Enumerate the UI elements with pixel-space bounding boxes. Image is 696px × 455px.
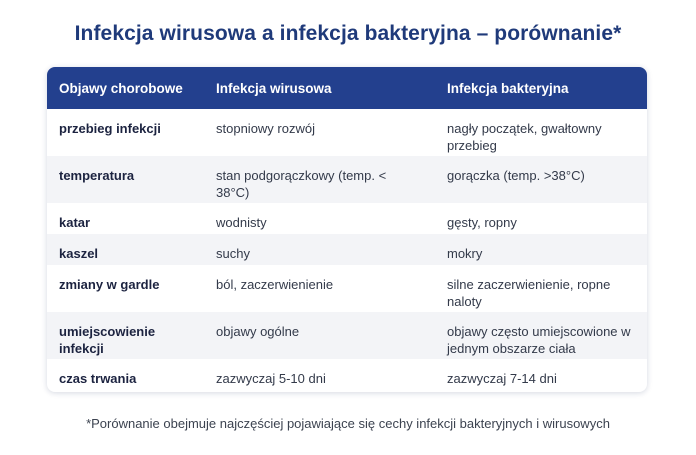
comparison-table-card — [47, 67, 647, 392]
bacterial-cell: mokry — [433, 234, 647, 265]
table-body — [47, 109, 647, 392]
footnote: *Porównanie obejmuje najczęściej pojawiające się cechy infekcji bakteryjnych i wirusowych — [86, 416, 610, 431]
bacterial-cell: silne zaczerwienienie, ropne naloty — [447, 277, 611, 309]
viral-cell: stopniowy rozwój — [216, 121, 315, 136]
table-row — [47, 109, 647, 156]
table-row — [47, 156, 647, 203]
table-row — [47, 359, 647, 392]
table-row — [47, 265, 647, 312]
bacterial-cell: nagły początek, gwałtowny przebieg — [447, 121, 602, 153]
symptom-cell: czas trwania — [59, 371, 137, 386]
bacterial-cell: gorączka (temp. >38°C) — [433, 156, 647, 203]
symptom-cell: temperatura — [47, 156, 203, 203]
table-header — [47, 67, 647, 109]
viral-cell: ból, zaczerwienienie — [216, 277, 334, 292]
bacterial-cell: zazwyczaj 7-14 dni — [447, 371, 557, 386]
page-title: Infekcja wirusowa a infekcja bakteryjna – porównanie* — [74, 22, 622, 45]
symptom-cell: zmiany w gardle — [59, 277, 160, 292]
comparison-table — [47, 67, 647, 392]
column-header-bacterial: Infekcja bakteryjna — [433, 67, 647, 109]
column-header-viral: Infekcja wirusowa — [203, 67, 433, 109]
table-row — [47, 234, 647, 265]
symptom-cell: umiejscowienie infekcji — [47, 312, 203, 359]
viral-cell: objawy ogólne — [203, 312, 433, 359]
symptom-cell: przebieg infekcji — [59, 121, 161, 136]
viral-cell: suchy — [203, 234, 433, 265]
bacterial-cell: gęsty, ropny — [447, 215, 517, 230]
viral-cell: wodnisty — [216, 215, 267, 230]
header-row — [47, 67, 647, 109]
table-row — [47, 312, 647, 359]
bacterial-cell: objawy często umiejscowione w jednym obszarze ciała — [433, 312, 647, 359]
table-row — [47, 203, 647, 234]
column-header-symptoms: Objawy chorobowe — [47, 67, 203, 109]
symptom-cell: kaszel — [47, 234, 203, 265]
viral-cell: zazwyczaj 5-10 dni — [216, 371, 326, 386]
viral-cell: stan podgorączkowy (temp. < 38°C) — [203, 156, 433, 203]
symptom-cell: katar — [59, 215, 91, 230]
